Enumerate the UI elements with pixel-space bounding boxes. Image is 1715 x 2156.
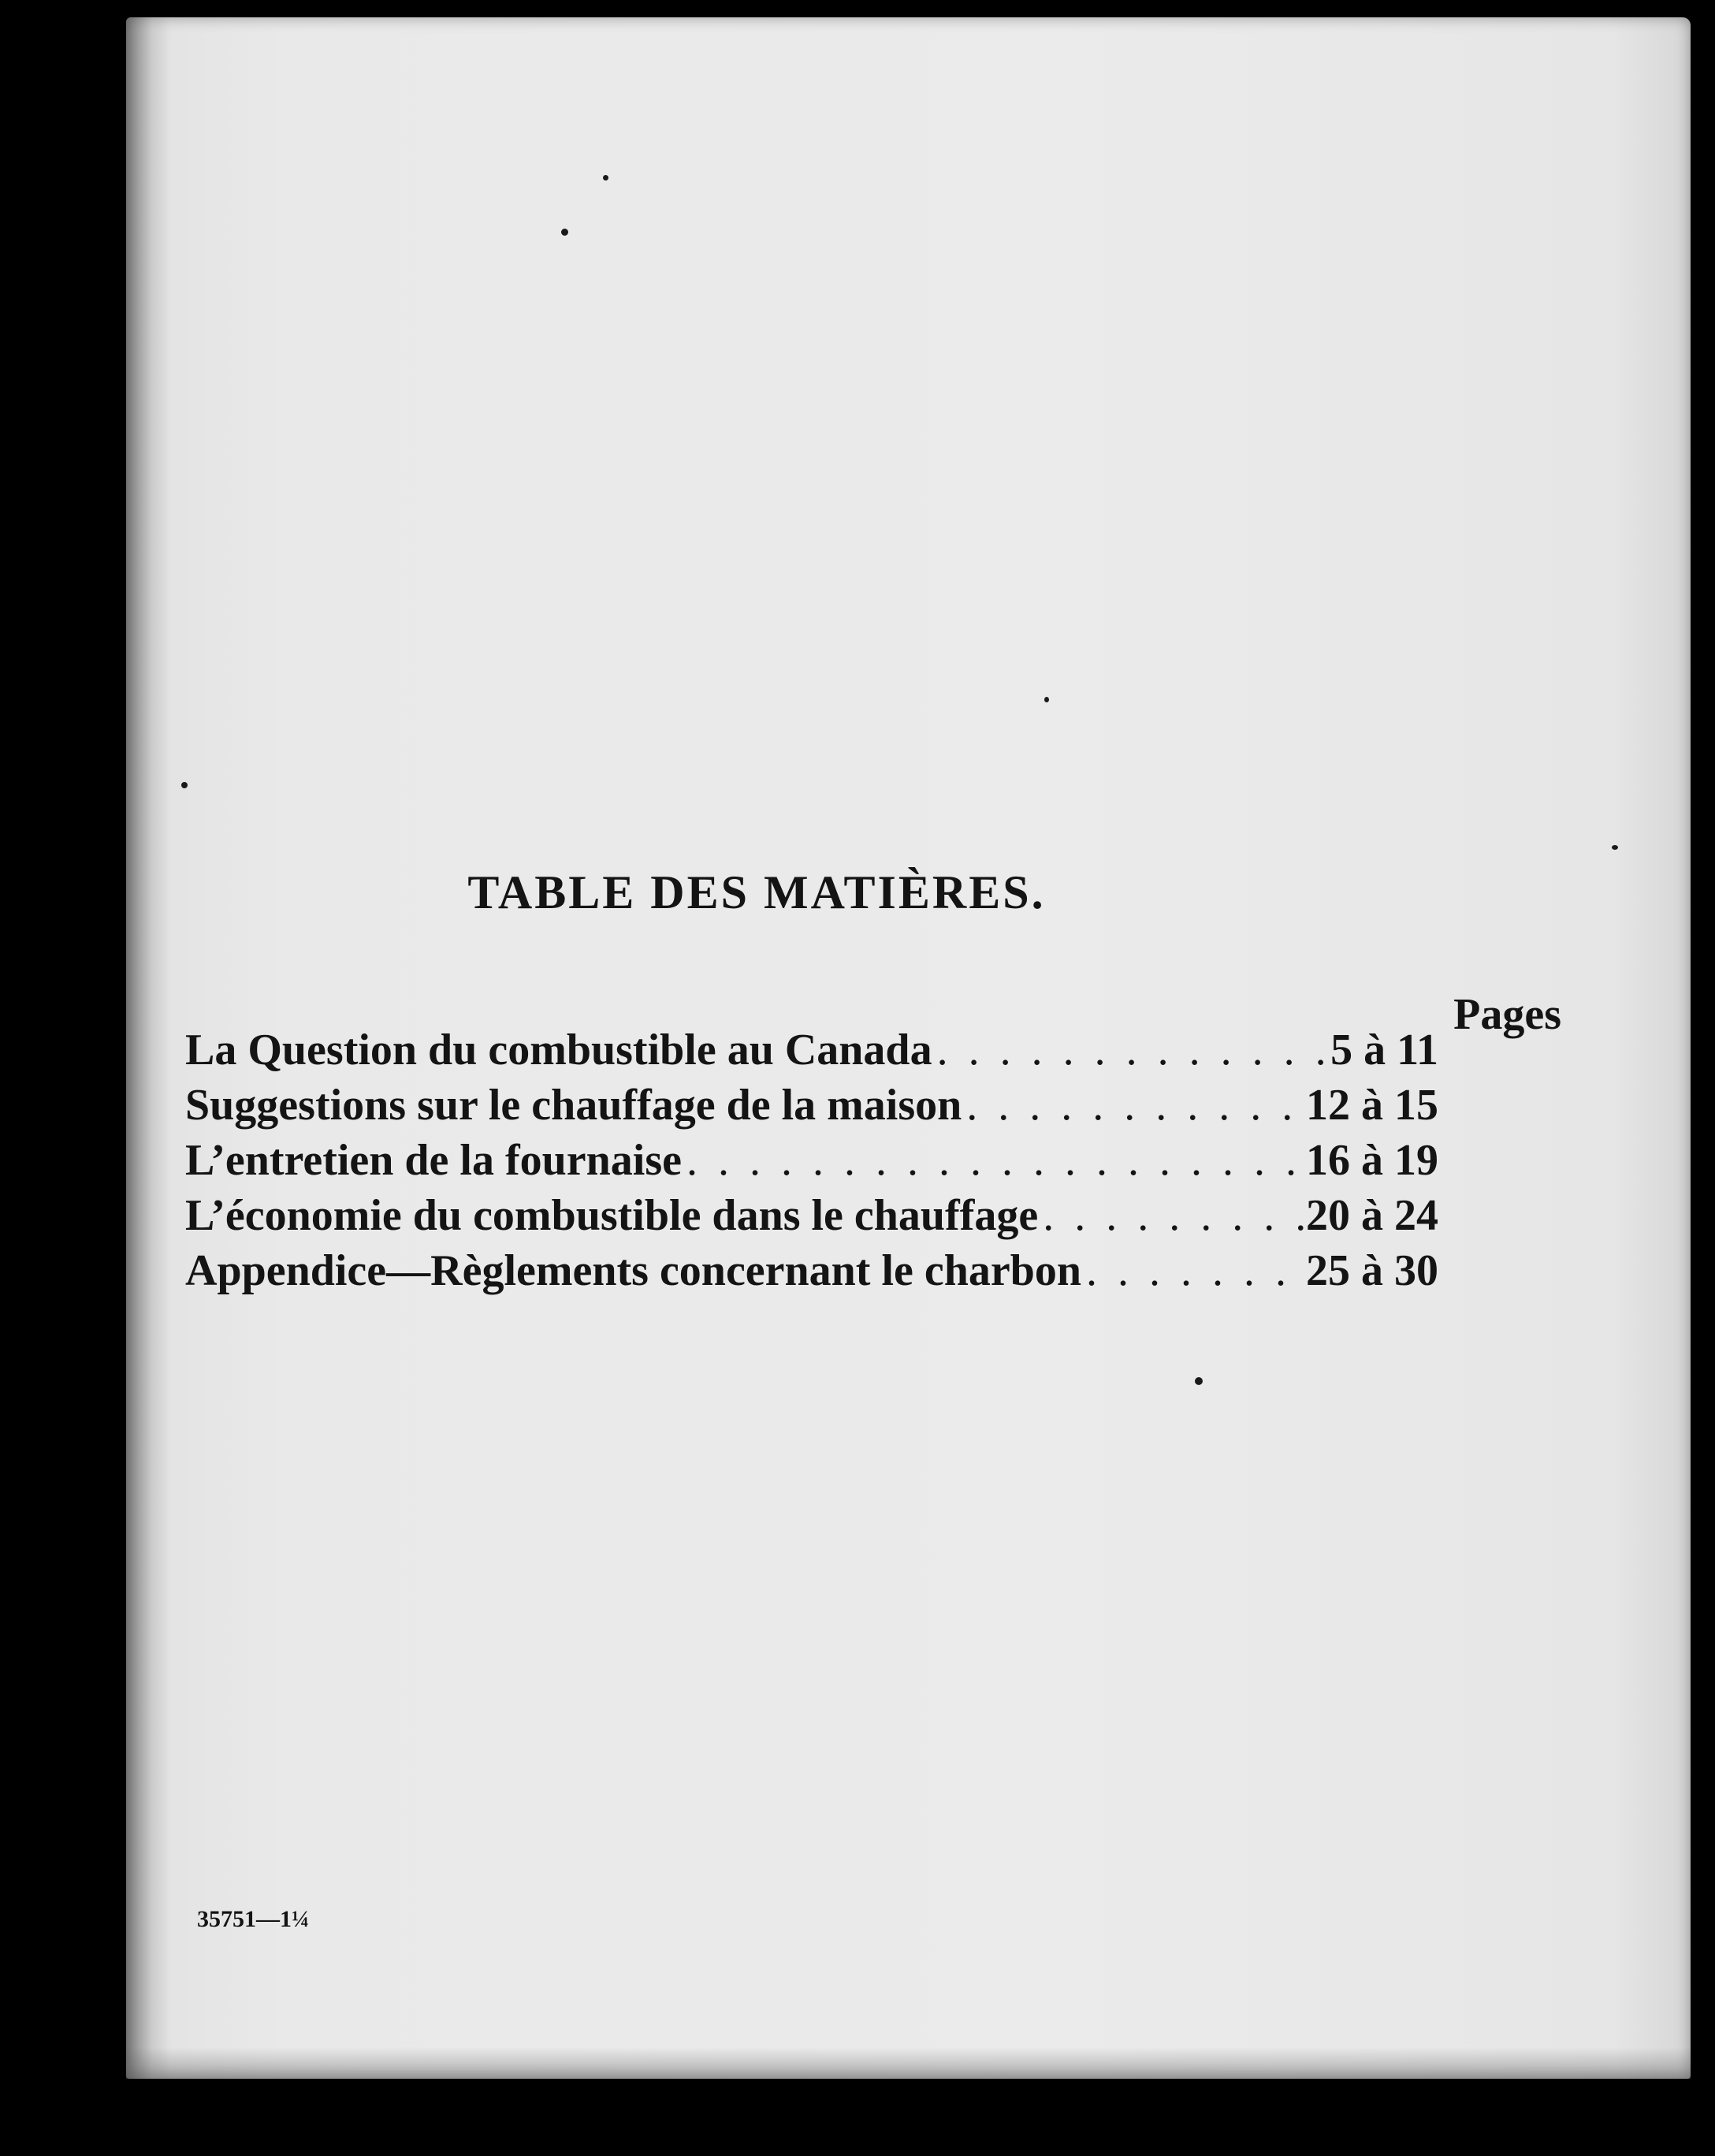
toc-entry xyxy=(185,1190,1438,1246)
toc-entry-pages: 5 à 11 xyxy=(1330,1026,1438,1074)
toc-entry-label: Appendice—Règlements concernant le charbon xyxy=(185,1246,1082,1295)
table-of-contents xyxy=(185,1025,1438,1301)
dot-leader xyxy=(682,1135,1306,1186)
dot-leader xyxy=(932,1025,1331,1075)
dot-leader xyxy=(1038,1190,1306,1241)
page-bottom-edge-shadow xyxy=(126,2047,1691,2079)
toc-entry-pages: 12 à 15 xyxy=(1306,1081,1438,1130)
dust-speck xyxy=(1044,697,1049,702)
dust-speck xyxy=(603,175,608,181)
toc-entry-pages: 25 à 30 xyxy=(1306,1246,1438,1295)
page-title: TABLE DES MATIÈRES. xyxy=(467,866,1046,918)
toc-entry xyxy=(185,1025,1438,1080)
toc-entry-pages: 16 à 19 xyxy=(1306,1136,1438,1185)
dot-leader xyxy=(1081,1246,1306,1296)
print-code: 35751—1¼ xyxy=(197,1906,310,1932)
toc-entry-label: L’économie du combustible dans le chauffage xyxy=(185,1191,1039,1240)
toc-entry xyxy=(185,1135,1438,1190)
dust-speck xyxy=(1612,845,1618,850)
toc-entry xyxy=(185,1246,1438,1301)
toc-entry xyxy=(185,1080,1438,1135)
dust-speck xyxy=(181,782,188,788)
toc-entry-label: La Question du combustible au Canada xyxy=(185,1026,932,1074)
toc-entry-label: L’entretien de la fournaise xyxy=(185,1136,682,1185)
toc-entry-pages: 20 à 24 xyxy=(1306,1191,1438,1240)
toc-entry-label: Suggestions sur le chauffage de la maison xyxy=(185,1081,962,1130)
page-left-edge-shadow xyxy=(126,17,169,2079)
dust-speck xyxy=(1195,1377,1203,1385)
dot-leader xyxy=(962,1080,1306,1130)
pages-column-header: Pages xyxy=(1453,990,1561,1039)
dust-speck xyxy=(561,229,568,236)
